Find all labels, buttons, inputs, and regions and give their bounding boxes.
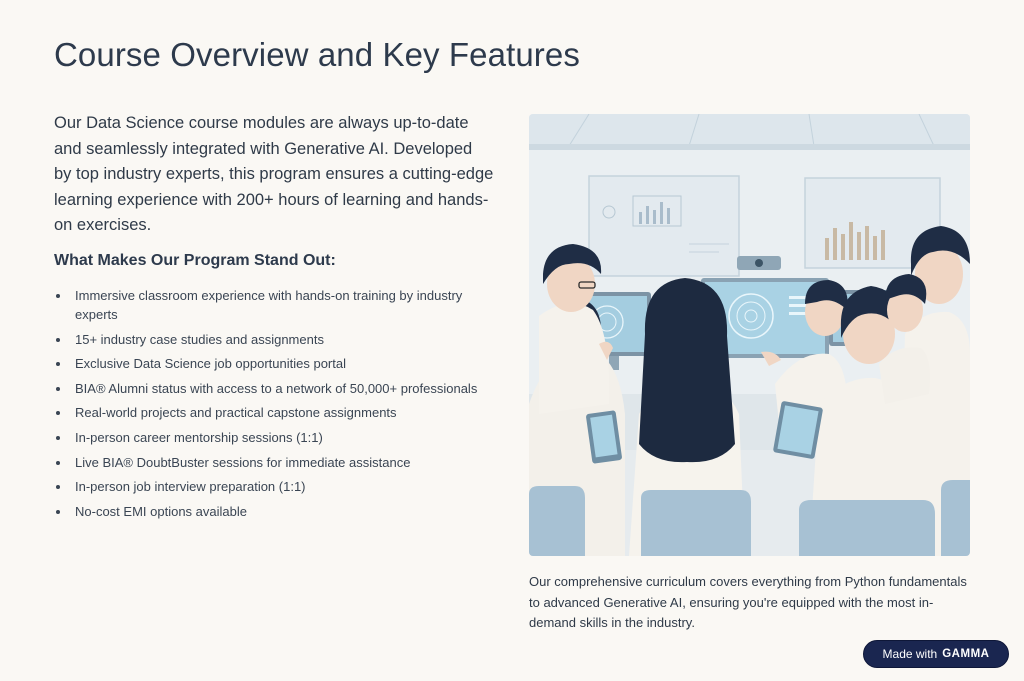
features-heading: What Makes Our Program Stand Out: <box>54 252 336 269</box>
classroom-illustration-svg <box>529 114 970 556</box>
feature-item: Live BIA® DoubtBuster sessions for immediate assistance <box>54 453 494 472</box>
feature-item: No-cost EMI options available <box>54 502 494 521</box>
classroom-illustration <box>529 114 970 556</box>
feature-item: In-person career mentorship sessions (1:1) <box>54 428 494 447</box>
feature-item: Real-world projects and practical capstone assignments <box>54 403 494 422</box>
gamma-logo: GAMMA <box>942 648 990 660</box>
feature-item: Exclusive Data Science job opportunities portal <box>54 354 494 373</box>
feature-item: 15+ industry case studies and assignments <box>54 330 494 349</box>
features-list <box>54 286 494 526</box>
feature-item: In-person job interview preparation (1:1) <box>54 477 494 496</box>
feature-item: BIA® Alumni status with access to a network of 50,000+ professionals <box>54 379 494 398</box>
intro-paragraph: Our Data Science course modules are always up-to-date and seamlessly integrated with Generative AI. Developed by top industry experts, this program ensures a cutting-edge learning experience with 200+ hours of learning and hands-on exercises. <box>54 114 494 234</box>
feature-item: Immersive classroom experience with hands-on training by industry experts <box>54 286 494 324</box>
made-with-gamma-badge[interactable] <box>863 640 1009 668</box>
illustration-caption: Our comprehensive curriculum covers everything from Python fundamentals to advanced Generative AI, ensuring you're equipped with the most in-demand skills in the industry. <box>529 574 967 630</box>
badge-prefix: Made with <box>882 647 938 661</box>
page-title: Course Overview and Key Features <box>54 36 580 73</box>
